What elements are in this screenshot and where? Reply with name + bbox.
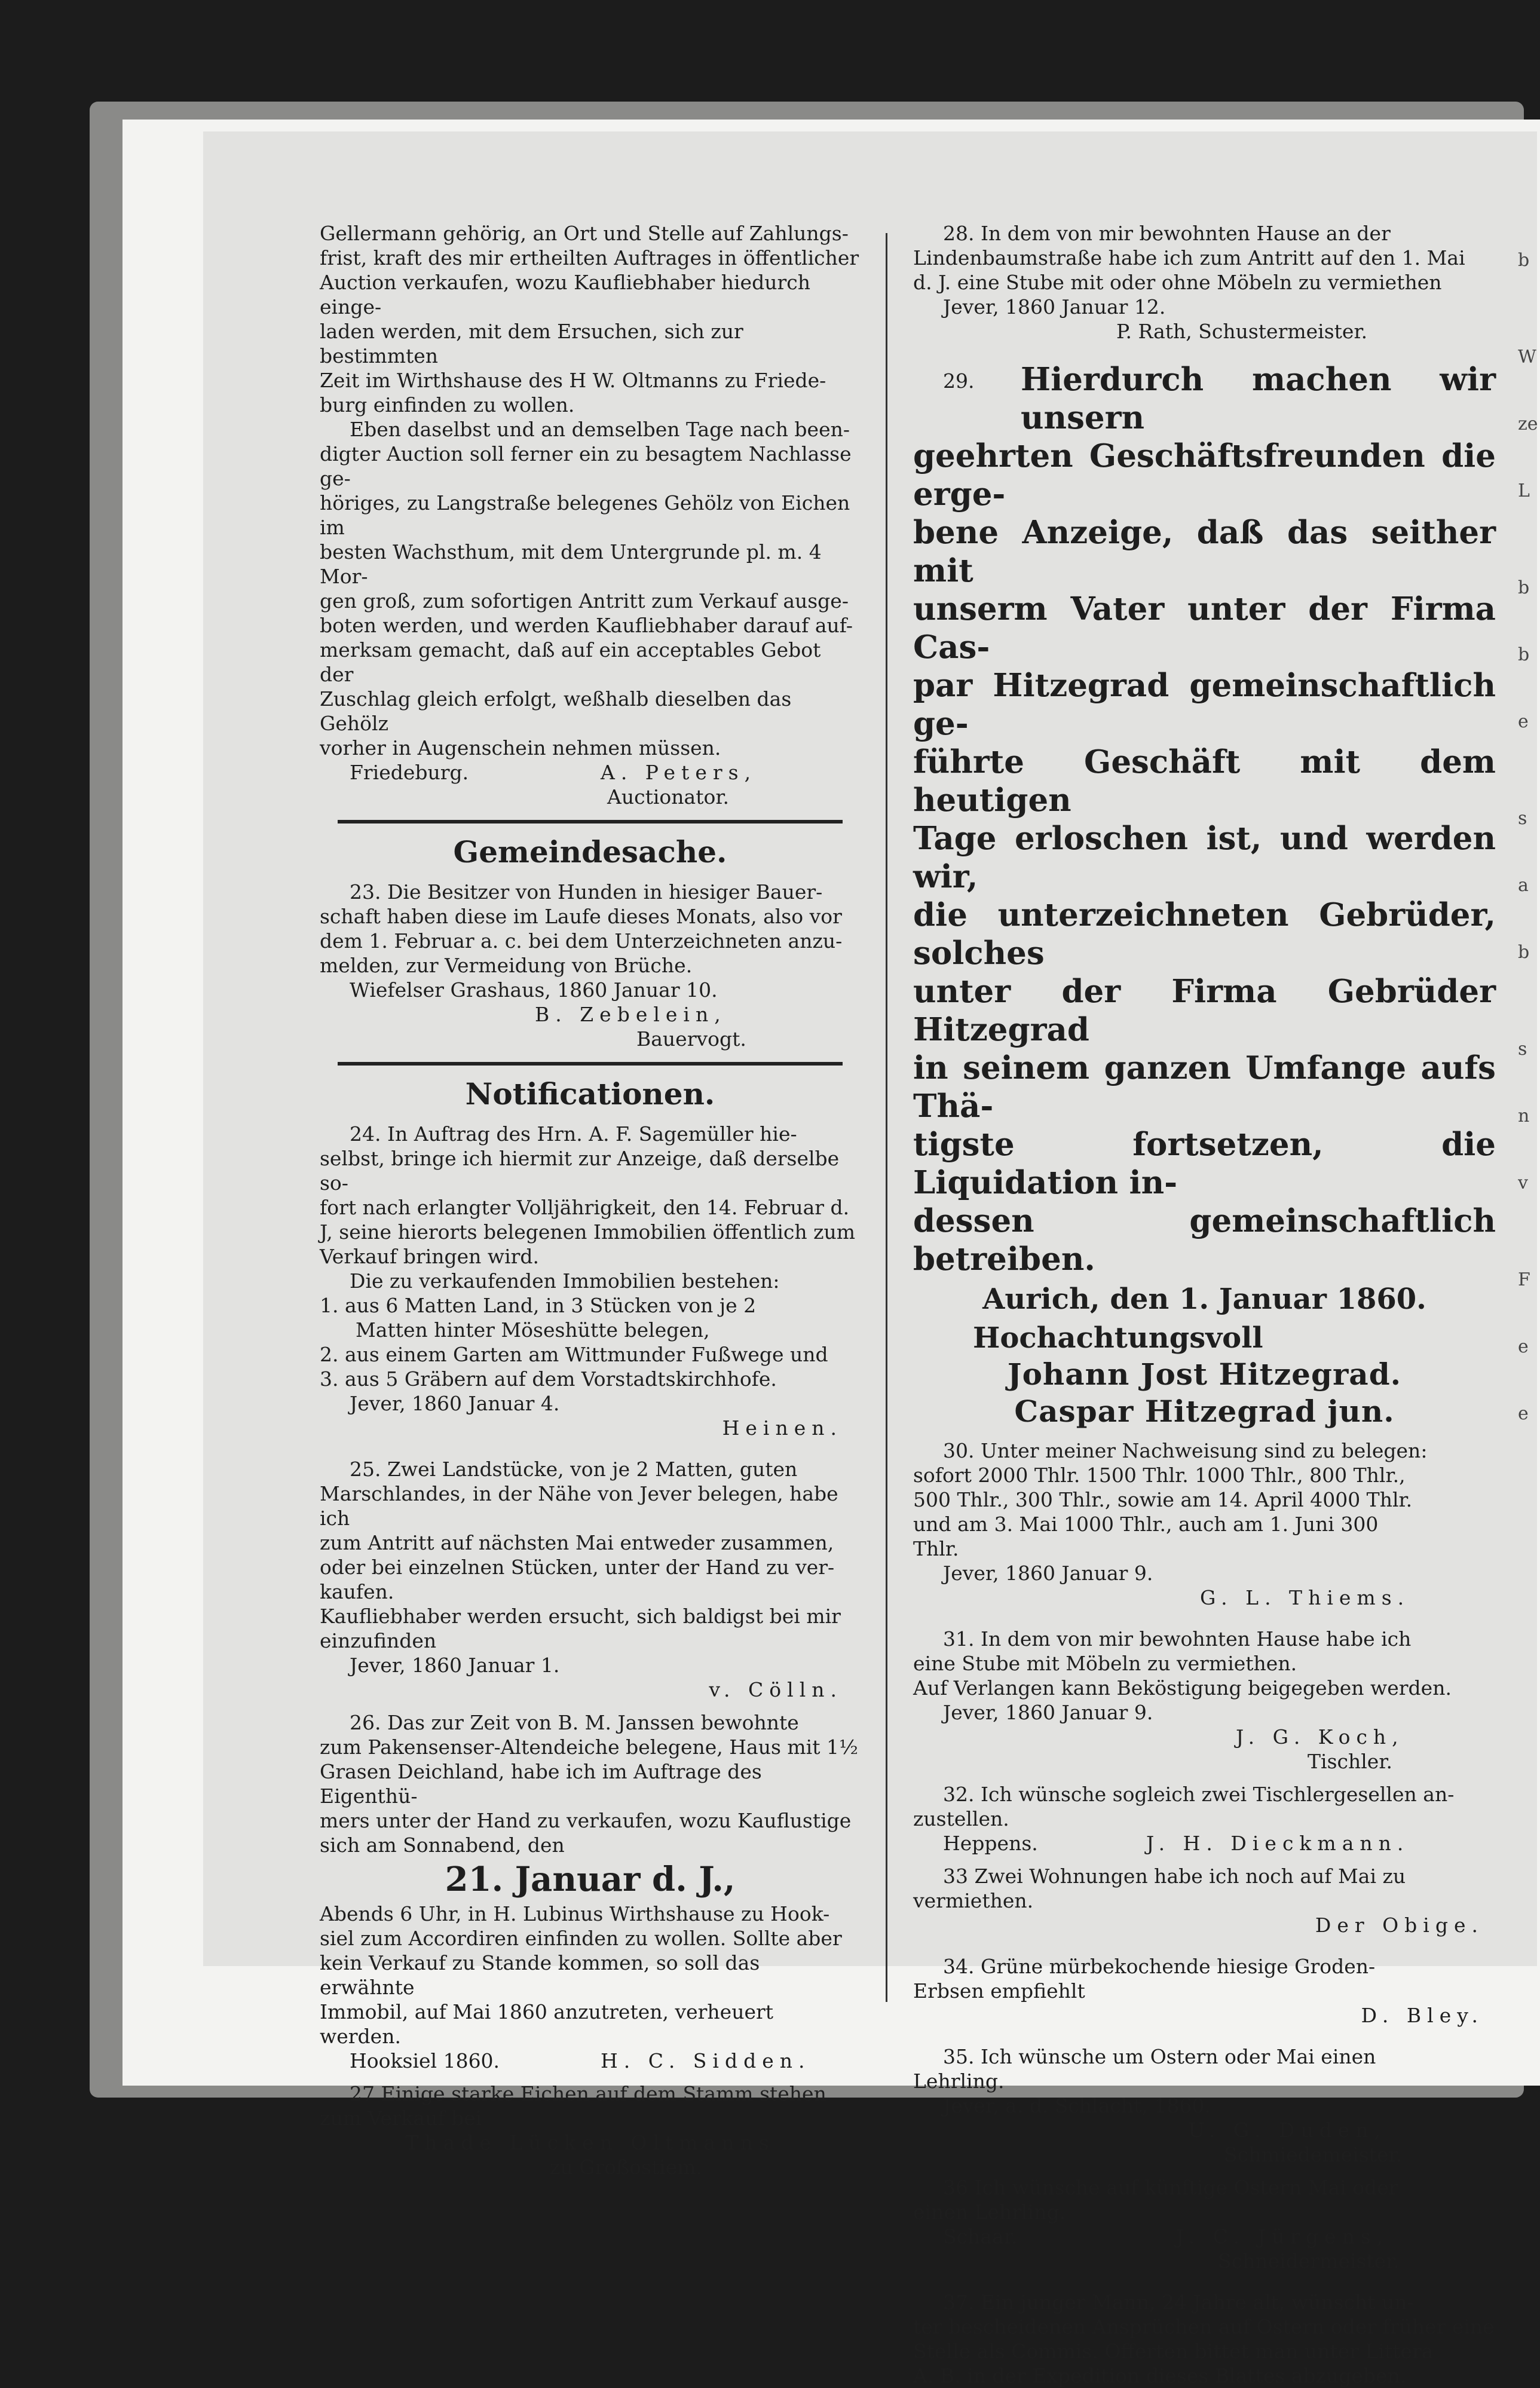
edge-letter: n [1518,1106,1530,1126]
text-line: Zuschlag gleich erfolgt, weßhalb dieselben das Gehölz [320,687,792,735]
signer: v. Cölln. [709,1678,843,1701]
signer: H. C. Sidden. [601,2049,811,2072]
text-line: vorher in Augenschein nehmen müssen. [320,736,721,760]
notice-28 [913,221,1496,344]
edge-letter: v [1518,1172,1528,1193]
signature-line [320,760,861,785]
text-line: 25. Zwei Landstücke, von je 2 Matten, guten [350,1458,798,1481]
dateline: Wiefelser Grashaus, 1860 Januar 10. [350,978,718,1002]
notice-text [913,2044,1496,2093]
text-line: Grasen Deichland, habe ich im Auftrage des Eigenthü- [320,1760,762,1808]
text-line: höriges, zu Langstraße belegenes Gehölz von Eichen im [320,491,850,539]
edge-letter: s [1518,1039,1527,1060]
text-line: vermiethen. [913,1889,1034,1912]
next-page-edge-text [1518,239,1540,1912]
text-line: Hierdurch machen wir unsern [1021,361,1496,436]
text-line: frist, kraft des mir ertheilten Auftrages in öffentlicher [320,246,859,270]
text-line: digter Auction soll ferner ein zu besagtem Nachlasse ge- [320,442,852,490]
notice-text [320,1122,861,1269]
notice-text [320,1457,861,1653]
place: Friedeburg. [350,761,469,784]
notice-text [320,880,861,978]
auction-date: 21. Januar d. J., [445,1860,736,1899]
place: Schaar. [943,2225,1018,2248]
signer: P. Rath, Schustermeister. [1116,320,1368,343]
text-line: Auf Verlangen kann Beköstigung beigegeben werden. [913,1676,1452,1700]
notice-24 [320,1122,861,1440]
edge-letter: b [1518,250,1530,271]
text-line: zum Verkauf bei [320,2107,482,2130]
notice-text [320,221,861,417]
text-line: einzufinden [320,1629,437,1652]
text-line: geehrten Geschäftsfreunden die erge- [913,437,1496,513]
text-line: die unterzeichneten Gebrüder, solches [913,896,1496,972]
section-rule [338,820,843,823]
text-line: 24. In Auftrag des Hrn. A. F. Sagemüller hie- [350,1122,797,1146]
edge-letter: b [1518,644,1530,665]
text-line: und am 3. Mai 1000 Thlr., auch am 1. Juni 300 [913,1513,1379,1536]
dateline: Jever, 1860 Januar 9. [943,1562,1153,1585]
text-line: boten werden, und werden Kaufliebhaber darauf auf- [320,614,853,637]
notice-number: 29. [943,369,975,393]
text-line: sich am Sonnabend, den [320,1833,565,1857]
text-line: Abends 6 Uhr, in H. Lubinus Wirthshause zu Hook- [320,1902,830,1925]
notice-35 [913,2044,1496,2167]
signer-role: Tischler. [1308,1750,1392,1773]
text-line: melden, zur Vermeidung von Brüche. [320,954,693,977]
edge-letter: W [1518,347,1536,368]
text-line: Thlr. [913,1537,959,1560]
signer: J. C. Jürgens, [1176,2225,1389,2248]
text-line: 37. Ein junger Mann, 24 Jahre alt, wünscht un- [943,2291,1414,2314]
dateline: Jever, a. d. Schlacht, 1860. [943,2094,1211,2117]
signer: Thade Lücken Oltmanns [405,2131,775,2154]
signer-place: zu Großostiem. [549,2156,703,2179]
signer: Der Obige. [1315,1914,1484,1937]
section-heading-gemeindesache: Gemeindesache. [453,834,727,870]
signature-line [320,2049,861,2073]
list-item: 3. aus 5 Gräbern auf dem Vorstadtskirchhofe. [320,1367,777,1391]
notice-text [913,1438,1496,1561]
text-line: par Hitzegrad gemeinschaftlich ge- [913,667,1496,742]
text-line: besten Wachsthum, mit dem Untergrunde pl. m. 4 Mor- [320,540,822,588]
text-line: Stelle als Commis. Offerten bittet man unter Littera [913,2340,1434,2363]
notice-36 [913,2175,1496,2273]
column-divider [886,233,887,2002]
text-line: unter der Firma Gebrüder Hitzegrad [913,973,1496,1048]
text-line: ter bescheidenen Ansprüchen auf Ostern oder früher eine [913,2315,1495,2338]
notice-29 [913,360,1496,1430]
signer: B. Zebelein, [535,1003,727,1026]
notice-37 [913,2290,1496,2388]
text-line: bene Anzeige, daß das seither mit [913,514,1496,589]
text-line: in seinem ganzen Umfange aufs Thä- [913,1049,1496,1125]
text-line: 28. In dem von mir bewohnten Hause an der [943,222,1391,245]
edge-letter: L [1518,480,1530,501]
notice-text [913,221,1496,295]
text-line: zum Pakensenser-Altendeiche belegene, Haus mit 1½ [320,1735,858,1759]
notice-34 [913,1954,1496,2028]
signer-role: Auctionator. [607,785,729,809]
text-line: kaufen. [320,1580,394,1603]
text-line: 36 Ich wünsche auf künftige Ostern Mai oder [943,2176,1398,2199]
edge-letter: e [1518,1403,1529,1424]
text-line: 34. Grüne mürbekochende hiesige Groden- [943,1955,1376,1978]
text-line: Verkauf bringen wird. [320,1245,540,1268]
notice-33 [913,1864,1496,1937]
left-column [320,221,861,2179]
list-item: Matten hinter Möseshütte belegen, [356,1318,710,1342]
text-line: tigste fortsetzen, die Liquidation in- [913,1126,1496,1201]
notice-text [913,2175,1496,2224]
place: Heppens. [943,1832,1038,1855]
notice-27 [320,2081,861,2179]
greeting: Hochachtungsvoll [973,1321,1263,1355]
text-line: Eben daselbst und an demselben Tage nach been- [350,418,850,441]
dateline: Jever, 1860 Januar 12. [943,295,1166,319]
edge-letter: e [1518,1336,1529,1357]
signer-role: Bauervogt. [636,1027,746,1051]
text-line: mers unter der Hand zu verkaufen, wozu Kauflustige [320,1809,852,1832]
notice-31 [913,1627,1496,1774]
text-line: 500 Thlr., 300 Thlr., sowie am 14. April 4000 Thlr. [913,1488,1413,1511]
text-line: eine Stube mit Möbeln zu vermiethen. [913,1652,1297,1675]
notice-text [913,1627,1496,1700]
text-line: d. J. eine Stube mit oder ohne Möbeln zu vermiethen [913,271,1442,294]
signer-role: Schmiedemeister. [1224,2143,1403,2166]
notice-32 [913,1782,1496,1856]
text-line: Zeit im Wirthshause des H W. Oltmanns zu Friede- [320,369,826,392]
text-line: sofort 2000 Thlr. 1500 Thlr. 1000 Thlr., 800 Thlr., [913,1464,1406,1487]
text-line: Gellermann gehörig, an Ort und Stelle auf Zahlungs- [320,222,849,245]
dateline: Jever, 1860 Januar 4. [350,1392,560,1415]
notice-text-cont [320,1902,861,2049]
text-line: schaft haben diese im Laufe dieses Monats, also vor [320,905,842,928]
text-line: 30. Unter meiner Nachweisung sind zu belegen: [943,1439,1428,1462]
edge-letter: F [1518,1269,1530,1290]
text-line: 23. Die Besitzer von Hunden in hiesiger Bauer- [350,880,823,904]
edge-letter: b [1518,577,1530,598]
text-line: 31. In dem von mir bewohnten Hause habe ich [943,1627,1412,1651]
edge-letter: ze [1518,414,1538,434]
section-heading-notificationen: Notificationen. [465,1076,715,1112]
text-line: 32. Ich wünsche sogleich zwei Tischlergesellen an- [943,1783,1455,1806]
notice-25 [320,1457,861,1702]
text-line: J, seine hierorts belegenen Immobilien öffentlich zum [320,1220,856,1244]
signer: J. G. Koch, [1236,1725,1404,1749]
place: Hooksiel 1860. [350,2049,500,2072]
text-line: burg einfinden zu wollen. [320,393,575,417]
text-line: 27 Einige starke Eichen auf dem Stamm stehen [350,2082,826,2105]
text-line: führte Geschäft mit dem heutigen [913,743,1496,819]
notice-text [913,1782,1496,1831]
notice-26 [320,1710,861,2073]
text-line: Lehrling. [913,2069,1005,2093]
notice-30 [913,1438,1496,1610]
notice-23 [320,880,861,1051]
notice-text [913,360,1496,1278]
text-line: 33 Zwei Wohnungen habe ich noch auf Mai zu [943,1865,1406,1888]
signer: A. Peters, [601,761,757,784]
text-line: zustellen. [913,1807,1009,1830]
edge-letter: s [1518,808,1527,829]
notice-text [913,2290,1496,2388]
list-item: 2. aus einem Garten am Wittmunder Fußwege und [320,1343,828,1366]
text-line: Immobil, auf Mai 1860 anzutreten, verheuert werden. [320,2000,774,2048]
signer-role: Schneidermeister. [1218,2249,1400,2273]
text-line: einen Lehrling. [913,2200,1066,2224]
text-line: zum Antritt auf nächsten Mai entweder zusammen, [320,1531,834,1554]
immobilien-list [320,1293,861,1391]
edge-letter: e [1518,711,1529,732]
dateline: Jever, 1860 Januar 1. [350,1654,560,1677]
text-line: Erbsen empfiehlt [913,1979,1085,2003]
section-rule [338,1062,843,1066]
edge-letter: b [1518,942,1530,963]
signer: D. Bley. [1361,2004,1484,2027]
text-line: laden werden, mit dem Ersuchen, sich zur bestimmten [320,320,743,368]
text-line: Tage erloschen ist, und werden wir, [913,820,1496,895]
text-line: Auction verkaufen, wozu Kaufliebhaber hiedurch einge- [320,271,810,319]
text-line: dessen gemeinschaftlich betreiben. [913,1202,1496,1278]
signer-2: Caspar Hitzegrad jun. [1014,1394,1395,1429]
text-line: Kaufliebhaber werden ersucht, sich baldigst bei mir [320,1605,841,1628]
notice-text [320,1710,861,1857]
text-line: 26. Das zur Zeit von B. M. Janssen bewohnte [350,1711,799,1734]
text-line: kein Verkauf zu Stande kommen, so soll das erwähnte [320,1951,760,1999]
list-intro: Die zu verkaufenden Immobilien bestehen: [350,1269,780,1293]
text-line: Lindenbaumstraße habe ich zum Antritt auf den 1. Mai [913,246,1465,270]
list-item: 1. aus 6 Matten Land, in 3 Stücken von je 2 [320,1294,757,1317]
dateline: Aurich, den 1. Januar 1860. [982,1282,1426,1316]
text-line: dem 1. Februar a. c. bei dem Unterzeichneten anzu- [320,929,843,953]
dateline: Jever, 1860 Januar 9. [943,1701,1153,1724]
notice-text [913,1954,1496,2003]
text-line: fort nach erlangter Volljährigkeit, den 14. Februar d. [320,1196,850,1219]
signature-line [913,1831,1496,1856]
text-line: oder bei einzelnen Stücken, unter der Hand zu ver- [320,1556,835,1579]
notice-29-body [913,360,1496,1278]
signer: G. L. Thiems. [1200,1586,1410,1609]
notice-text [913,1864,1496,1913]
text-line: selbst, bringe ich hiermit zur Anzeige, daß derselbe so- [320,1147,840,1195]
notice-continuation [320,221,861,809]
signature-line [913,2224,1496,2249]
text-line: Marschlandes, in der Nähe von Jever belegen, habe ich [320,1482,838,1530]
notice-text-para2 [320,417,861,760]
signer: U. G. Duden, [1188,2118,1387,2142]
notice-text [320,2081,861,2130]
signer: J. H. Dieckmann. [1146,1832,1410,1855]
text-line: merksam gemacht, daß auf ein acceptables Gebot der [320,638,821,686]
text-line: A. B. in der Expedition dieses Blattes abzugeben. [913,2364,1407,2387]
signer-1: Johann Jost Hitzegrad. [1007,1357,1402,1392]
text-line: gen groß, zum sofortigen Antritt zum Verkauf ausge- [320,589,849,613]
right-column [913,221,1496,2388]
signer: Heinen. [722,1416,843,1440]
text-line: unserm Vater unter der Firma Cas- [913,590,1496,666]
text-line: 35. Ich wünsche um Ostern oder Mai einen [943,2045,1376,2068]
edge-letter: a [1518,875,1529,896]
text-line: siel zum Accordiren einfinden zu wollen. Sollte aber [320,1927,842,1950]
